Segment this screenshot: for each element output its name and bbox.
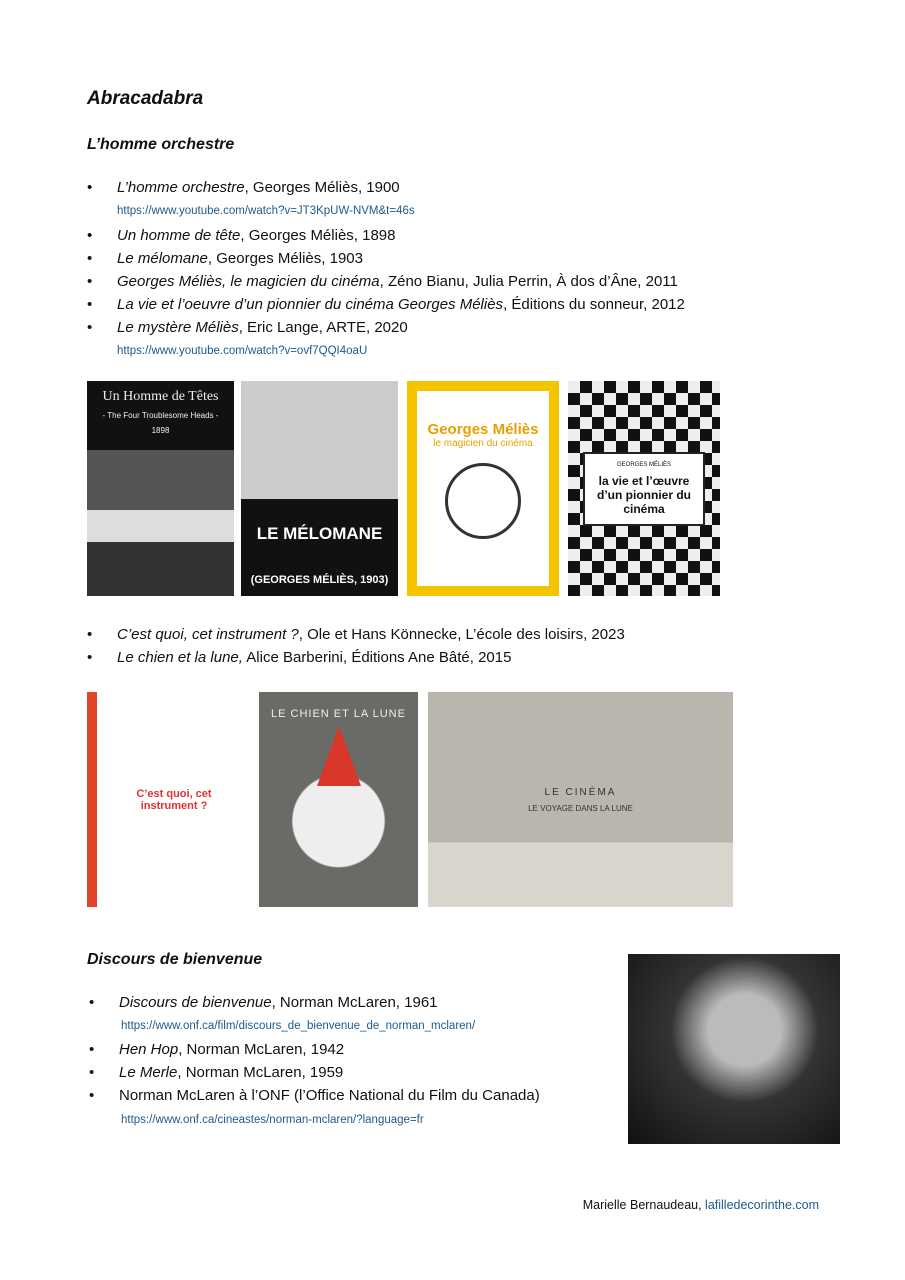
photo-norman-mclaren [628, 954, 840, 1144]
link[interactable]: https://www.youtube.com/watch?v=ovf7QQI4oaU [117, 345, 368, 357]
section-heading: Discours de bienvenue [87, 951, 263, 968]
list-item: • Le chien et la lune, Alice Barberini, Éditions Ane Bâté, 2015 [87, 649, 512, 666]
list-item: • Hen Hop, Norman McLaren, 1942 [89, 1041, 345, 1058]
footer-site-link[interactable]: lafilledecorinthe.com [705, 1198, 819, 1212]
book-cover-pionnier-du-cinema: GEORGES MÉLIÈS la vie et l’œuvre d’un pionnier du cinéma [568, 381, 720, 596]
list-item: • Georges Méliès, le magicien du cinéma, Zéno Bianu, Julia Perrin, À dos d’Âne, 2011 [87, 273, 678, 290]
illustration-cinema-voyage-dans-la-lune: LE CINÉMA LE VOYAGE DANS LA LUNE [428, 692, 733, 907]
list-item: • Le Merle, Norman McLaren, 1959 [89, 1064, 344, 1081]
book-cover-le-chien-et-la-lune: LE CHIEN ET LA LUNE [259, 692, 418, 907]
list-item: • La vie et l’oeuvre d’un pionnier du cinéma Georges Méliès, Éditions du sonneur, 2012 [87, 296, 685, 313]
link[interactable]: https://www.onf.ca/cineastes/norman-mclaren/?language=fr [121, 1114, 424, 1126]
link[interactable]: https://www.youtube.com/watch?v=JT3KpUW-NVM&t=46s [117, 205, 415, 217]
list-item: • Un homme de tête, Georges Méliès, 1898 [87, 227, 396, 244]
list-item: • Le mystère Méliès, Eric Lange, ARTE, 2020 [87, 319, 408, 336]
book-cover-magicien-du-cinema: Georges Méliès le magicien du cinéma [407, 381, 559, 596]
film-poster-le-melomane: LE MÉLOMANE (GEORGES MÉLIÈS, 1903) [241, 381, 398, 596]
film-poster-un-homme-de-tetes: Un Homme de Têtes - The Four Troublesome Heads - 1898 [87, 381, 234, 596]
list-item: • C’est quoi, cet instrument ?, Ole et Hans Könnecke, L’école des loisirs, 2023 [87, 626, 625, 643]
list-item: • Norman McLaren à l’ONF (l’Office National du Film du Canada) [89, 1087, 540, 1104]
list-item: • L’homme orchestre, Georges Méliès, 1900 [87, 179, 400, 196]
book-cover-cest-quoi-cet-instrument: C’est quoi, cet instrument ? [87, 692, 251, 907]
section-heading: L’homme orchestre [87, 136, 235, 153]
list-item: • Le mélomane, Georges Méliès, 1903 [87, 250, 363, 267]
footer: Marielle Bernaudeau, lafilledecorinthe.com [582, 1198, 819, 1212]
page-title: Abracadabra [87, 88, 204, 109]
link[interactable]: https://www.onf.ca/film/discours_de_bienvenue_de_norman_mclaren/ [121, 1020, 476, 1032]
list-item: • Discours de bienvenue, Norman McLaren, 1961 [89, 994, 438, 1011]
